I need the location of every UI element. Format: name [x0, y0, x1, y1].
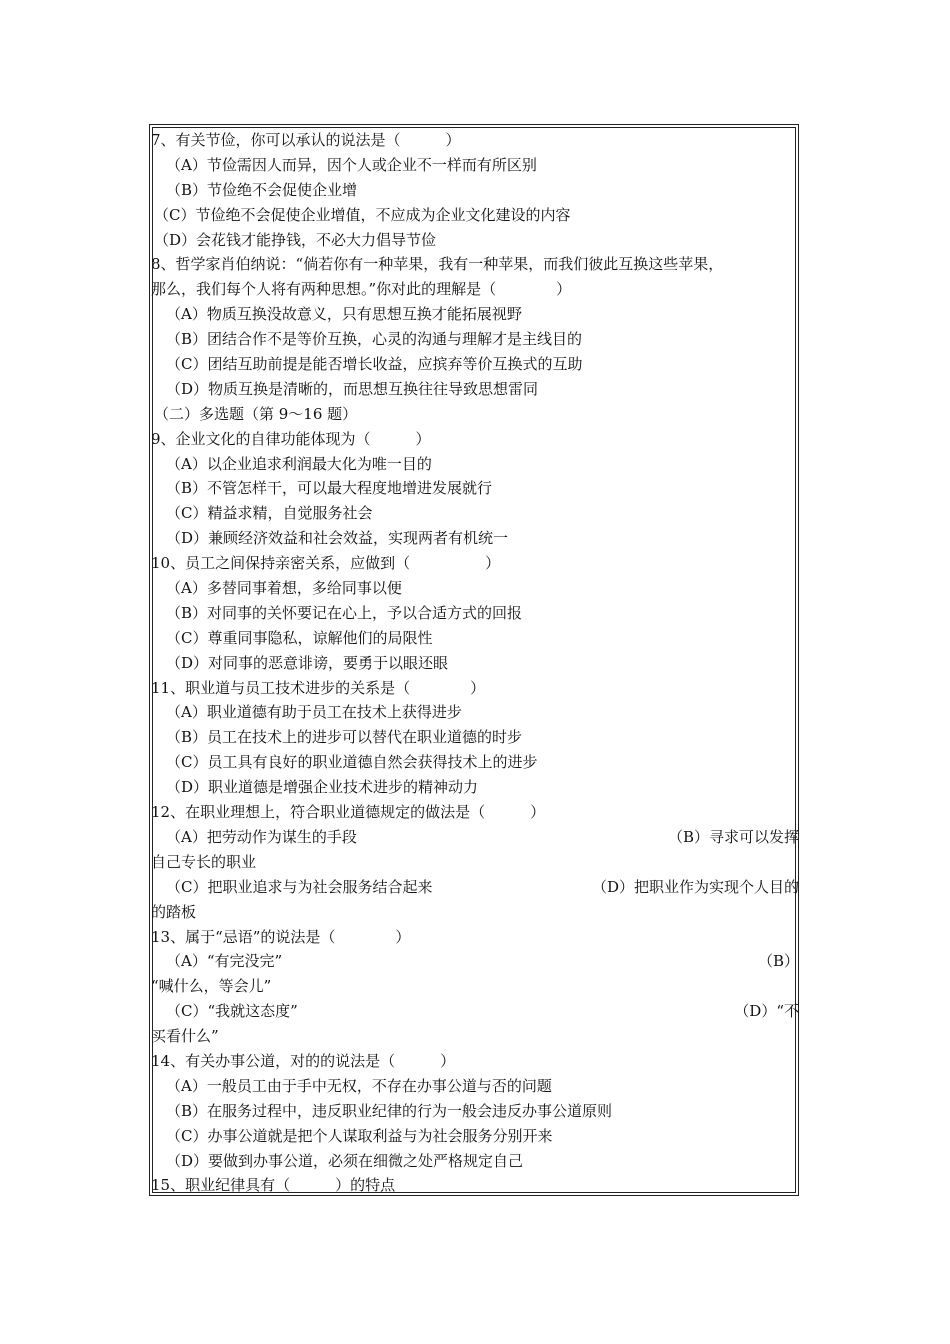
option-left: （A）“有完没完”: [166, 952, 283, 971]
text-line: 10、员工之间保持亲密关系，应做到（ ）: [151, 554, 501, 573]
text-line: [151, 875, 799, 900]
text-line: [151, 825, 799, 850]
text-line: （D）对同事的恶意诽谤，要勇于以眼还眼: [166, 653, 449, 672]
text-line: 8、哲学家肖伯纳说：“倘若你有一种苹果，我有一种苹果，而我们彼此互换这些苹果，: [151, 255, 724, 274]
text-line: 13、属于“忌语”的说法是（ ）: [151, 927, 411, 946]
option-right: （B）寻求可以发挥: [667, 827, 799, 846]
text-line: （A）物质互换没故意义，只有思想互换才能拓展视野: [166, 305, 522, 324]
option-right: （B）: [757, 952, 799, 971]
option-right: （D）“不: [734, 1002, 799, 1021]
text-line: （D）物质互换是清晰的，而思想互换往往导致思想雷同: [166, 379, 539, 398]
text-line: 11、职业道与员工技术进步的关系是（ ）: [151, 678, 486, 697]
text-line: （D）要做到办事公道，必须在细微之处严格规定自己: [166, 1151, 524, 1170]
text-line: （A）职业道德有助于员工在技术上获得进步: [166, 703, 462, 722]
text-line: 12、在职业理想上，符合职业道德规定的做法是（ ）: [151, 803, 546, 822]
text-line: 7、有关节俭，你可以承认的说法是（ ）: [151, 131, 461, 149]
text-line: 买看什么”: [151, 1027, 219, 1046]
option-right: （D）把职业作为实现个人目的: [591, 877, 799, 896]
text-line: 9、企业文化的自律功能体现为（ ）: [151, 429, 431, 448]
text-line: （B）节俭绝不会促使企业增: [166, 180, 358, 199]
text-line: 自己专长的职业: [151, 852, 257, 871]
text-line: （C）团结互助前提是能否增长收益，应摈弃等价互换式的互助: [166, 355, 583, 374]
text-line: 15、职业纪律具有（ ）的特点: [151, 1176, 396, 1195]
text-line: （D）会花钱才能挣钱，不必大力倡导节俭: [154, 230, 437, 249]
text-line: （D）兼顾经济效益和社会效益，实现两者有机统一: [166, 529, 509, 548]
text-line: （A）一般员工由于手中无权，不存在办事公道与否的问题: [166, 1076, 552, 1095]
option-left: （A）把劳动作为谋生的手段: [166, 827, 357, 846]
text-line: 的踏板: [151, 902, 197, 921]
text-line: （D）职业道德是增强企业技术进步的精神动力: [166, 778, 479, 797]
text-line: （B）员工在技术上的进步可以替代在职业道德的时步: [166, 728, 523, 747]
text-line: 14、有关办事公道，对的的说法是（ ）: [151, 1051, 456, 1070]
text-line: 那么，我们每个人将有两种思想。”你对此的理解是（ ）: [151, 280, 572, 299]
text-line: （A）多替同事着想，多给同事以便: [166, 579, 402, 598]
text-line: （A）以企业追求利润最大化为唯一目的: [166, 454, 432, 473]
text-line: （C）办事公道就是把个人谋取利益与为社会服务分别开来: [166, 1126, 553, 1145]
option-left: （C）“我就这态度”: [166, 1002, 298, 1021]
text-line: （C）员工具有良好的职业道德自然会获得技术上的进步: [166, 753, 538, 772]
text-line: [151, 999, 799, 1024]
text-line: （A）节俭需因人而异，因个人或企业不一样而有所区别: [166, 155, 537, 174]
question-list: [151, 128, 799, 1198]
text-line: （C）精益求精，自觉服务社会: [166, 504, 373, 523]
text-line: （B）团结合作不是等价互换，心灵的沟通与理解才是主线目的: [166, 330, 583, 349]
option-left: （C）把职业追求与为社会服务结合起来: [166, 877, 433, 896]
text-line: （B）在服务过程中，违反职业纪律的行为一般会违反办事公道原则: [166, 1101, 613, 1120]
text-line: [151, 949, 799, 974]
text-line: （C）节俭绝不会促使企业增值，不应成为企业文化建设的内容: [154, 205, 571, 224]
text-line: （B）对同事的关怀要记在心上，予以合适方式的回报: [166, 603, 523, 622]
text-line: （二）多选题（第 9～16 题）: [154, 404, 358, 423]
text-line: （C）尊重同事隐私，谅解他们的局限性: [166, 628, 433, 647]
text-line: （B）不管怎样干，可以最大程度地增进发展就行: [166, 479, 493, 498]
text-line: “喊什么，等会儿”: [151, 977, 272, 996]
